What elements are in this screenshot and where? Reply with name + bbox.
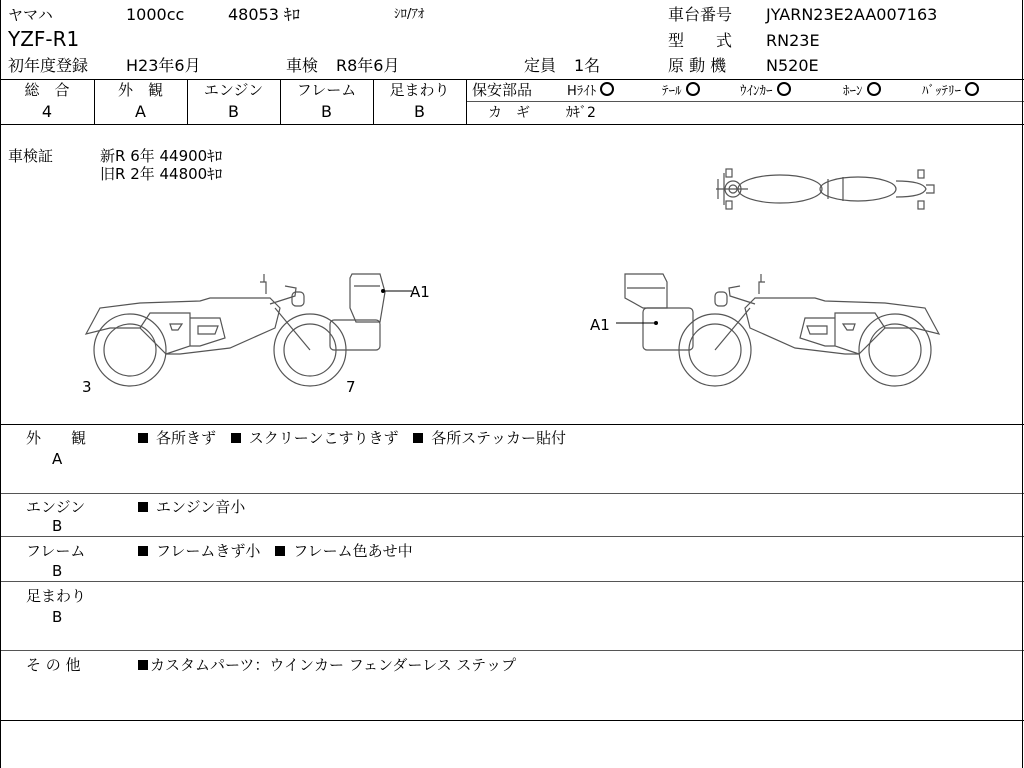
engine-model-value: N520E [766,56,819,75]
leader-line [380,286,414,296]
divider [0,581,1024,582]
note-other-text: カスタムパーツ：ウインカー フェンダーレス ステップ [150,656,517,674]
divider [0,650,1024,651]
key-value: ｶｷﾞ2 [566,105,596,121]
safety-headlight [567,82,614,100]
note-exterior-label: 外 観 [26,429,87,447]
safety-winker [740,82,791,100]
bullet-icon [138,660,148,670]
certificate-new: 新R 6年 44900ｷﾛ [100,147,223,165]
model-name: YZF-R1 [8,27,80,51]
note-frame-grade: B [52,562,63,580]
exterior-grade: A [135,102,146,121]
position-number-right: 7 [346,378,356,396]
winker-label: ｳｲﾝｶｰ [740,84,773,99]
engine-grade: B [228,102,239,121]
divider [0,720,1024,721]
note-suspension-label: 足まわり [26,587,87,605]
displacement: 1000cc [126,5,185,24]
exterior-label: 外 観 [117,81,163,99]
divider [0,424,1024,425]
note-item: フレーム色あせ中 [293,542,413,560]
first-reg-value: H23年6月 [126,56,201,75]
note-exterior-grade: A [52,450,63,468]
note-engine-label: エンジン [26,498,86,516]
ok-circle-icon [965,82,979,96]
divider [0,124,1024,125]
border-right [1022,0,1023,768]
suspension-label: 足まわり [389,81,450,99]
border-left [0,0,1,768]
engine-label: エンジン [203,81,264,99]
frame-no-label: 車台番号 [668,5,733,24]
note-item: エンジン音小 [156,498,246,516]
damage-mark-left: A1 [410,283,430,301]
bullet-icon [413,433,423,443]
damage-mark-right: A1 [590,316,610,334]
safety-label: 保安部品 [472,81,533,99]
inspection-label: 車検 [286,56,319,75]
note-other [138,656,516,674]
note-exterior-items [138,429,566,447]
motorcycle-top-view-diagram [708,165,938,215]
position-number-left: 3 [82,378,92,396]
safety-horn [843,82,881,100]
note-frame-label: フレーム [26,542,86,560]
bullet-icon [231,433,241,443]
leader-line [614,318,660,328]
divider [466,79,467,124]
suspension-grade: B [414,102,425,121]
note-item: フレームきず小 [156,542,261,560]
certificate-label: 車検証 [8,147,54,165]
mileage: 48053 ｷﾛ [228,5,300,24]
ok-circle-icon [867,82,881,96]
taillight-label: ﾃｰﾙ [662,84,682,99]
ok-circle-icon [777,82,791,96]
note-other-label: そ の 他 [26,656,81,674]
battery-label: ﾊﾞｯﾃﾘｰ [922,84,961,99]
bullet-icon [138,546,148,556]
certificate-old: 旧R 2年 44800ｷﾛ [100,165,223,183]
capacity-value: 1名 [574,56,601,75]
note-item: 各所きず [156,429,217,447]
frame-grade: B [321,102,332,121]
safety-battery [922,82,979,100]
inspection-value: R8年6月 [336,56,400,75]
overall-grade: 4 [41,102,53,121]
ok-circle-icon [686,82,700,96]
frame-label: フレーム [296,81,357,99]
frame-no-value: JYARN23E2AA007163 [766,5,938,24]
note-item: スクリーンこすりきず [248,429,399,447]
ok-circle-icon [600,82,614,96]
motorcycle-right-side-diagram [615,268,945,388]
divider [0,493,1024,494]
note-suspension-grade: B [52,608,63,626]
capacity-label: 定員 [524,56,557,75]
note-item: 各所ステッカー貼付 [431,429,566,447]
bullet-icon [138,502,148,512]
bullet-icon [275,546,285,556]
color: ｼﾛ/ｱｵ [394,7,425,22]
safety-taillight [662,82,700,100]
engine-model-label: 原 動 機 [668,56,727,75]
overall-label: 総 合 [24,81,70,99]
motorcycle-left-side-diagram [80,268,410,388]
bullet-icon [138,433,148,443]
note-frame-items [138,542,413,560]
note-engine-grade: B [52,517,63,535]
type-label: 型 式 [668,31,733,50]
headlight-label: Hﾗｲﾄ [567,84,597,99]
maker: ヤマハ [8,6,53,24]
first-reg-label: 初年度登録 [8,56,89,75]
note-engine-items [138,498,245,516]
type-value: RN23E [766,31,820,50]
horn-label: ﾎｰﾝ [843,84,863,99]
key-label: カ ギ [488,105,530,121]
divider [0,536,1024,537]
divider [0,79,1024,80]
divider [466,101,1024,102]
